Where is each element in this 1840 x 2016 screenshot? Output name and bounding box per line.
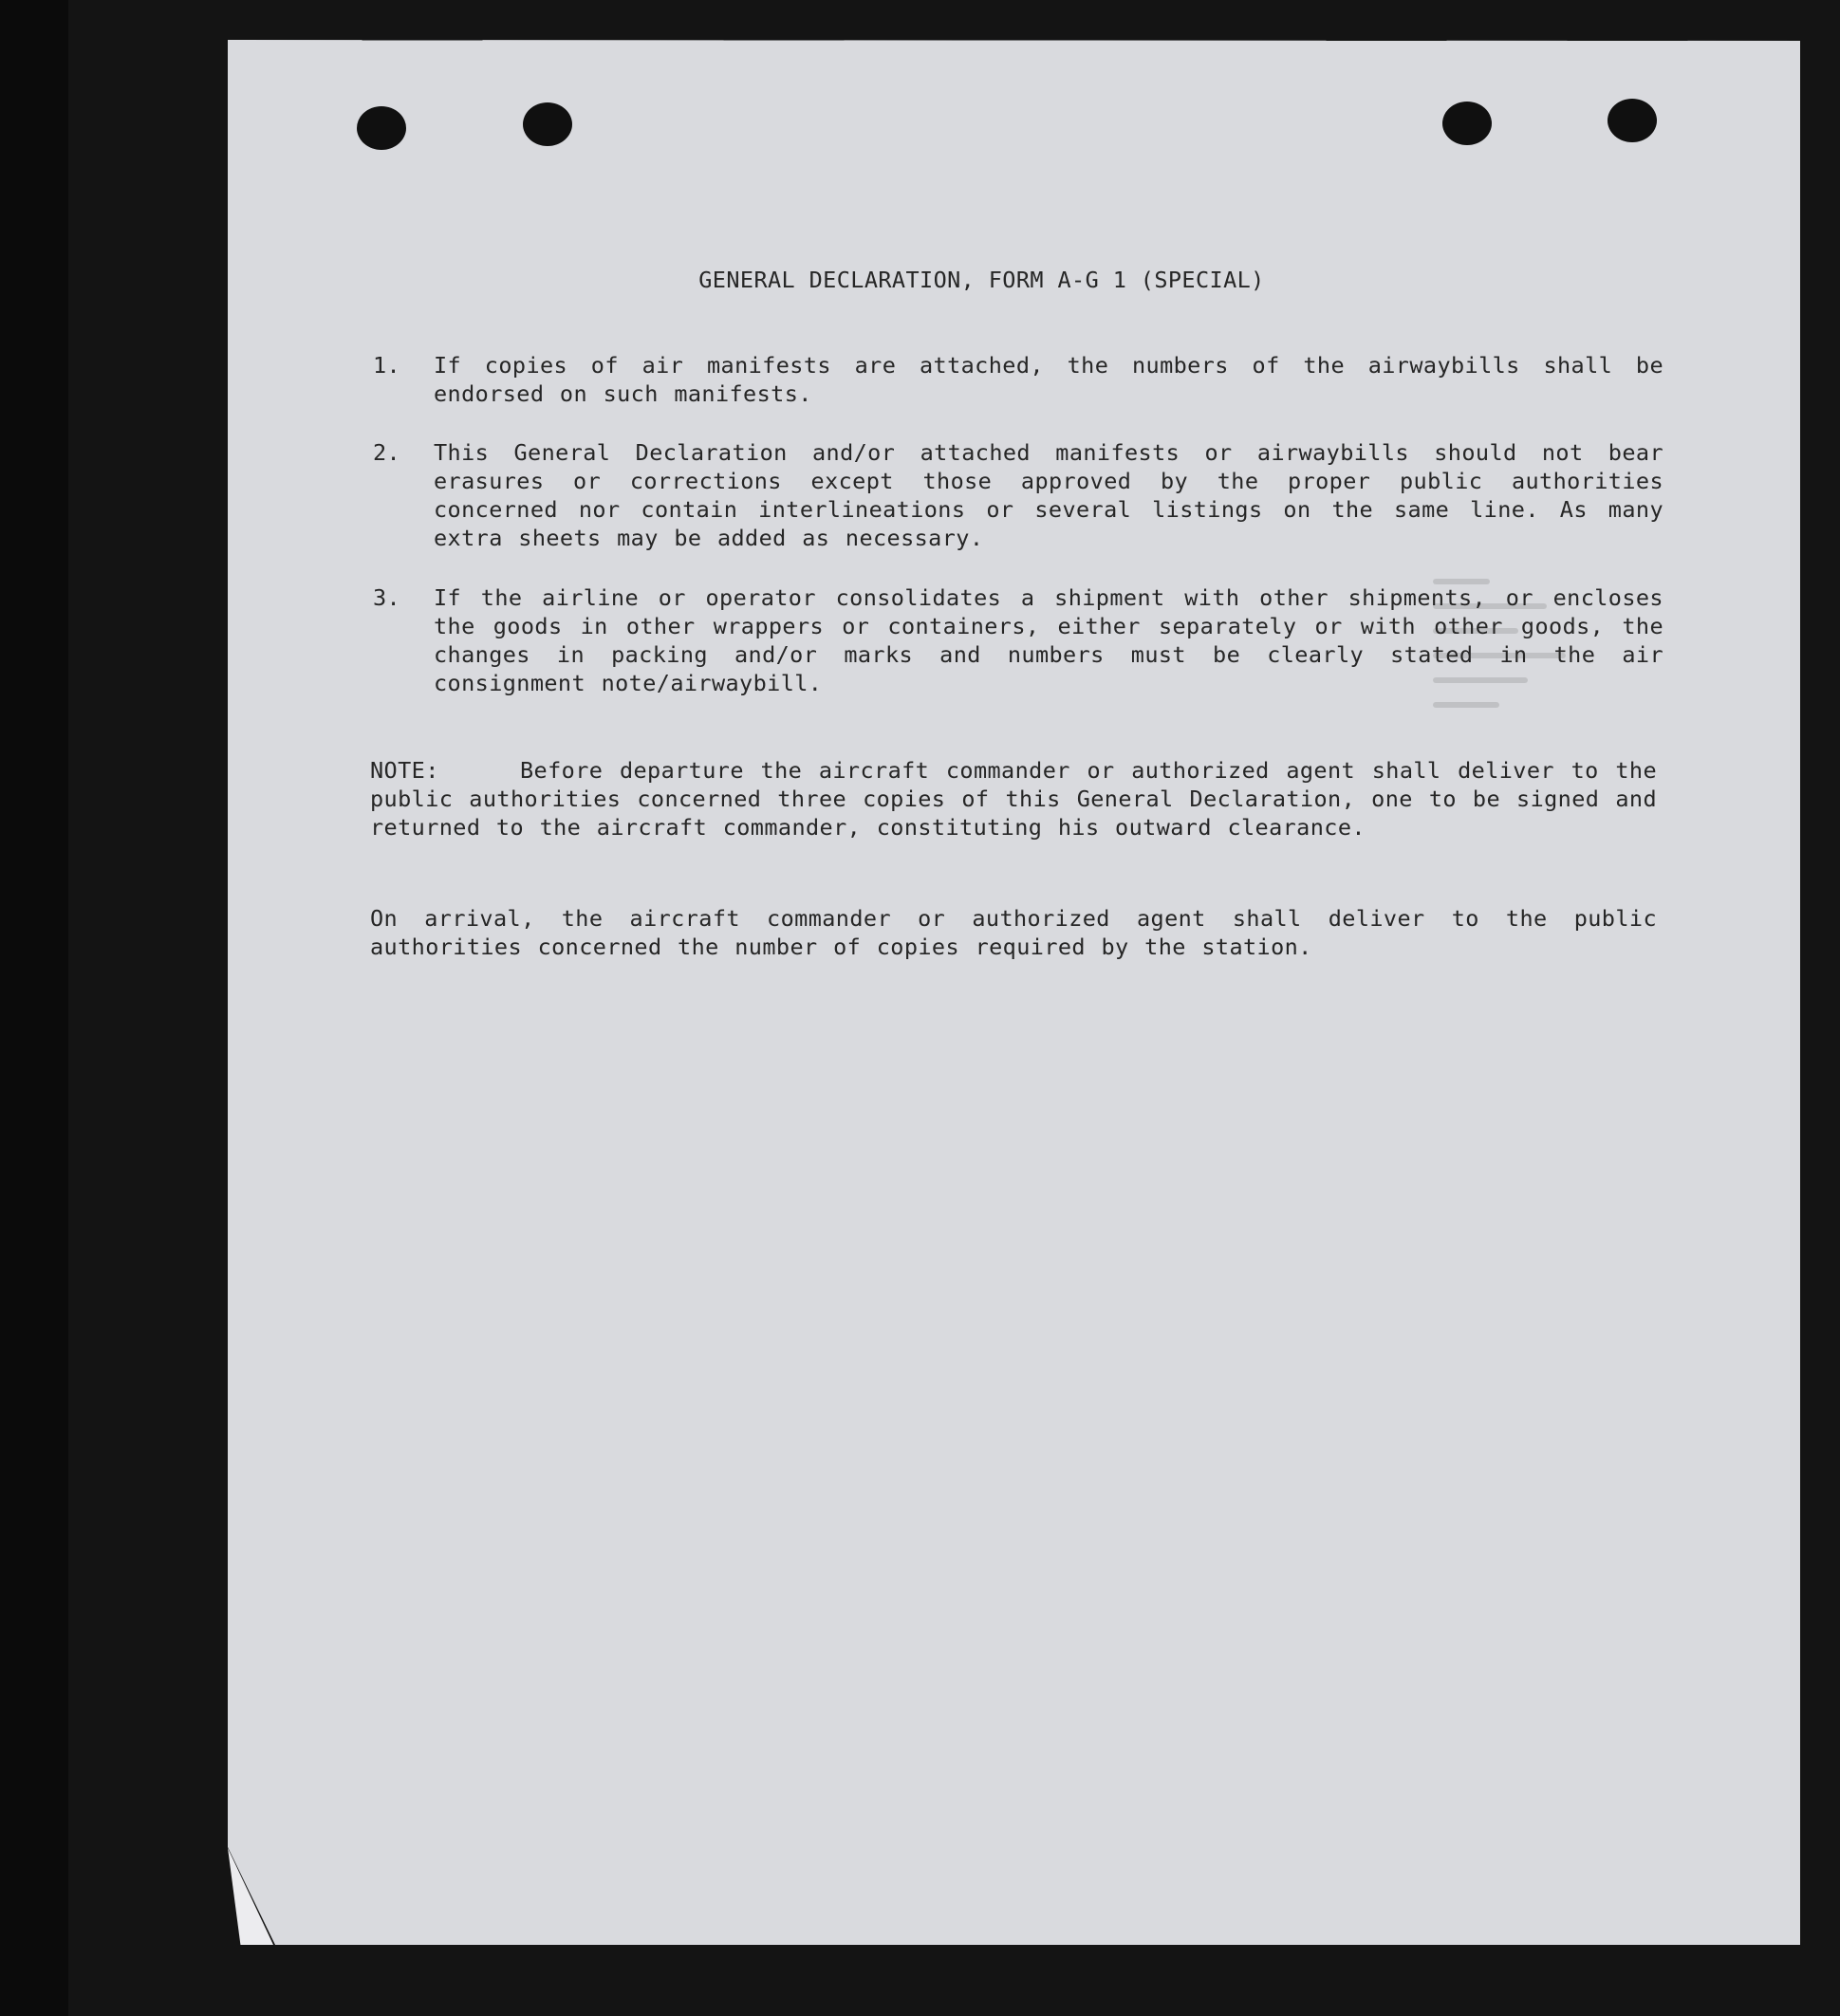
item-number: 3. xyxy=(373,584,401,611)
arrival-paragraph: On arrival, the aircraft commander or authorized agent shall deliver to the public authorities concerned the number of copies required by the station. xyxy=(370,905,1657,960)
item-text: This General Declaration and/or attached manifests or airwaybills should not bear erasures or corrections except those approved by the proper public authorities concerned nor contain interlineations or several listings on the same line. As many extra sheets may be added as necessary. xyxy=(434,439,1663,551)
note-paragraph xyxy=(370,756,1657,842)
item-number: 2. xyxy=(373,439,401,466)
list-item xyxy=(373,438,1663,552)
note-text: Before departure the aircraft commander or authorized agent shall deliver to the public authorities concerned three copies of this General Declaration, one to be signed and returned to the aircraft commander, constituting his outward clearance. xyxy=(370,757,1657,841)
note-label: NOTE: xyxy=(370,757,439,784)
document-title: GENERAL DECLARATION, FORM A-G 1 (SPECIAL) xyxy=(698,267,1265,293)
item-text: If copies of air manifests are attached, the numbers of the airwaybills shall be endorsed on such manifests. xyxy=(434,352,1663,407)
item-text: If the airline or operator consolidates a shipment with other shipments, or encloses the goods in other wrappers or containers, either separately or with other goods, the changes in packing and/or marks and numbers must be clearly stated in the air consignment note/airwaybill. xyxy=(434,584,1663,696)
list-item xyxy=(373,583,1663,697)
item-number: 1. xyxy=(373,352,401,379)
list-item xyxy=(373,351,1663,408)
